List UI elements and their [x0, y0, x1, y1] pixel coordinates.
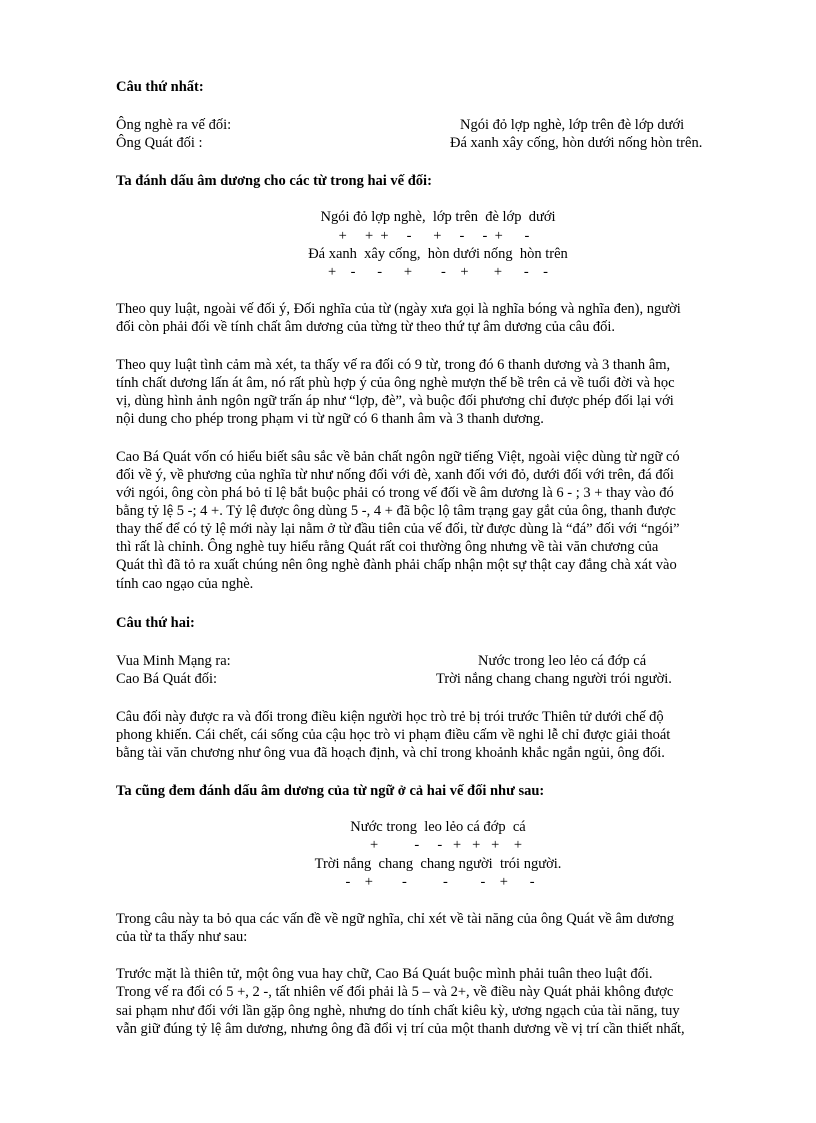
section1-para3-line: đối về ý, về phương của nghĩa từ như nống đối với đè, xanh đối với đỏ, dưới đối với trên, đá đối	[116, 467, 674, 483]
section2-para3-line: Trước mặt là thiên tử, một ông vua hay chữ, Cao Bá Quát buộc mình phải tuân theo luật đối.	[116, 966, 653, 982]
section2-para1-line: phong khiến. Cái chết, cái sống của cậu học trò vi phạm điều cấm về nghi lễ chỉ được giải thoát	[116, 727, 671, 743]
section2-heading: Câu thứ hai:	[116, 615, 195, 631]
section2-verse2: Trời nắng chang chang người trói người.	[314, 856, 562, 872]
section1-para3-line: thay thế để có tỷ lệ mới này lại nằm ở từ đầu tiên của vế đối, từ được dùng là “đá” đối với “ngói”	[116, 521, 680, 537]
section2-ra-verse: Nước trong leo lẻo cá đớp cá	[478, 653, 647, 669]
section1-ra-verse: Ngói đỏ lợp nghè, lớp trên đè lớp dưới	[460, 117, 685, 133]
section2-para2-line: của từ ta thấy như sau:	[116, 929, 248, 945]
section2-signs1: + - - + + + +	[369, 837, 523, 853]
section1-verse1: Ngói đỏ lợp nghè, lớp trên đè lớp dưới	[320, 209, 556, 225]
section2-doi-label: Cao Bá Quát đối:	[116, 671, 218, 687]
section2-verse1: Nước trong leo lẻo cá đớp cá	[350, 819, 526, 835]
section1-para3-line: thì rất là chỉnh. Ông nghè tuy hiểu rằng Quát rất coi thường ông nhưng về tài văn chương của	[116, 539, 659, 555]
section1-para3-line: tính cao ngạo của nghè.	[116, 576, 254, 592]
section2-para3-line: vẫn giữ đúng tỷ lệ âm dương, nhưng ông đã đổi vị trí của một thanh dương về vị trí cần thiết nhất,	[116, 1021, 685, 1037]
section2-para3-line: sai phạm như đối với lần gặp ông nghè, nhưng do tính chất kiêu kỳ, ương ngạch của tài năng, tuy	[116, 1003, 680, 1019]
section1-para3-line: bằng tỷ lệ 5 -; 4 +. Tỷ lệ được ông dùng 5 -, 4 + đã bộc lộ tâm trạng gay gắt của ông, thanh được	[116, 503, 676, 519]
section2-para1-line: Câu đối này được ra và đối trong điều kiện người học trò trẻ bị trói trước Thiên tử dưới chế độ	[116, 709, 664, 725]
section2-para1-line: bằng tài văn chương như ông vua đã hoạch định, và chỉ trong khoảnh khắc ngắn ngủi, ông đối.	[116, 745, 665, 761]
section2-signs2: - + - - - + -	[345, 874, 535, 890]
section1-verse2: Đá xanh xây cống, hòn dưới nống hòn trên	[308, 246, 568, 262]
section1-para3-line: với ngói, ông còn phá bỏ tỉ lệ bắt buộc phải có trong vế đối về âm dương là 6 - ; 3 + thay vào đó	[116, 485, 674, 501]
section1-para3-line: Quát thì đã tỏ ra xuất chúng nên ông nghè đành phải chấp nhận một sự thật cay đắng chà xát vào	[116, 557, 677, 573]
section1-heading: Câu thứ nhất:	[116, 79, 204, 95]
section1-para2-line: nội dung cho phép trong phạm vi từ ngữ có 6 thanh âm và 3 thanh dương.	[116, 411, 544, 427]
section1-mark-heading: Ta đánh dấu âm dương cho các từ trong hai vế đối:	[116, 173, 432, 189]
section2-doi-verse: Trời nắng chang chang người trói người.	[436, 671, 672, 687]
section1-signs1: + + + - + - - + -	[338, 228, 530, 244]
section1-signs2: + - - + - + + - -	[328, 264, 548, 280]
section1-para2-line: vị, dùng hình ảnh ngôn ngữ trấn áp như “lợp, đè”, và buộc đối phương chỉ được phép đối lại với	[116, 393, 674, 409]
section1-para2-line: tính chất dương lấn át âm, nó rất phù hợp ý của ông nghè mượn thế bề trên cả về tuổi đời và học	[116, 375, 675, 391]
section2-ra-label: Vua Minh Mạng ra:	[116, 653, 231, 669]
section1-doi-verse: Đá xanh xây cống, hòn dưới nống hòn trên.	[450, 135, 703, 151]
section1-para1-line: đối còn phải đối về tính chất âm dương của từng từ theo thứ tự âm dương của câu đối.	[116, 319, 615, 335]
section1-para3-line: Cao Bá Quát vốn có hiểu biết sâu sắc về bản chất ngôn ngữ tiếng Việt, ngoài việc dùng từ ngữ có	[116, 449, 680, 465]
section2-para3-line: Trong vế ra đối có 5 +, 2 -, tất nhiên vế đối phải là 5 – và 2+, về điều này Quát phải không được	[116, 984, 674, 1000]
section2-mark-heading: Ta cũng đem đánh dấu âm dương của từ ngữ ở cả hai vế đối như sau:	[116, 783, 545, 799]
section1-doi-label: Ông Quát đối :	[116, 135, 203, 151]
section1-para1-line: Theo quy luật, ngoài vế đối ý, Đối nghĩa của từ (ngày xưa gọi là nghĩa bóng và nghĩa đen), người	[116, 301, 681, 317]
section1-para2-line: Theo quy luật tình cảm mà xét, ta thấy vế ra đối có 9 từ, trong đó 6 thanh dương và 3 thanh âm,	[116, 357, 671, 373]
section2-para2-line: Trong câu này ta bỏ qua các vấn đề về ngữ nghĩa, chỉ xét về tài năng của ông Quát về âm dương	[116, 911, 674, 927]
section1-ra-label: Ông nghè ra vế đối:	[116, 117, 232, 133]
